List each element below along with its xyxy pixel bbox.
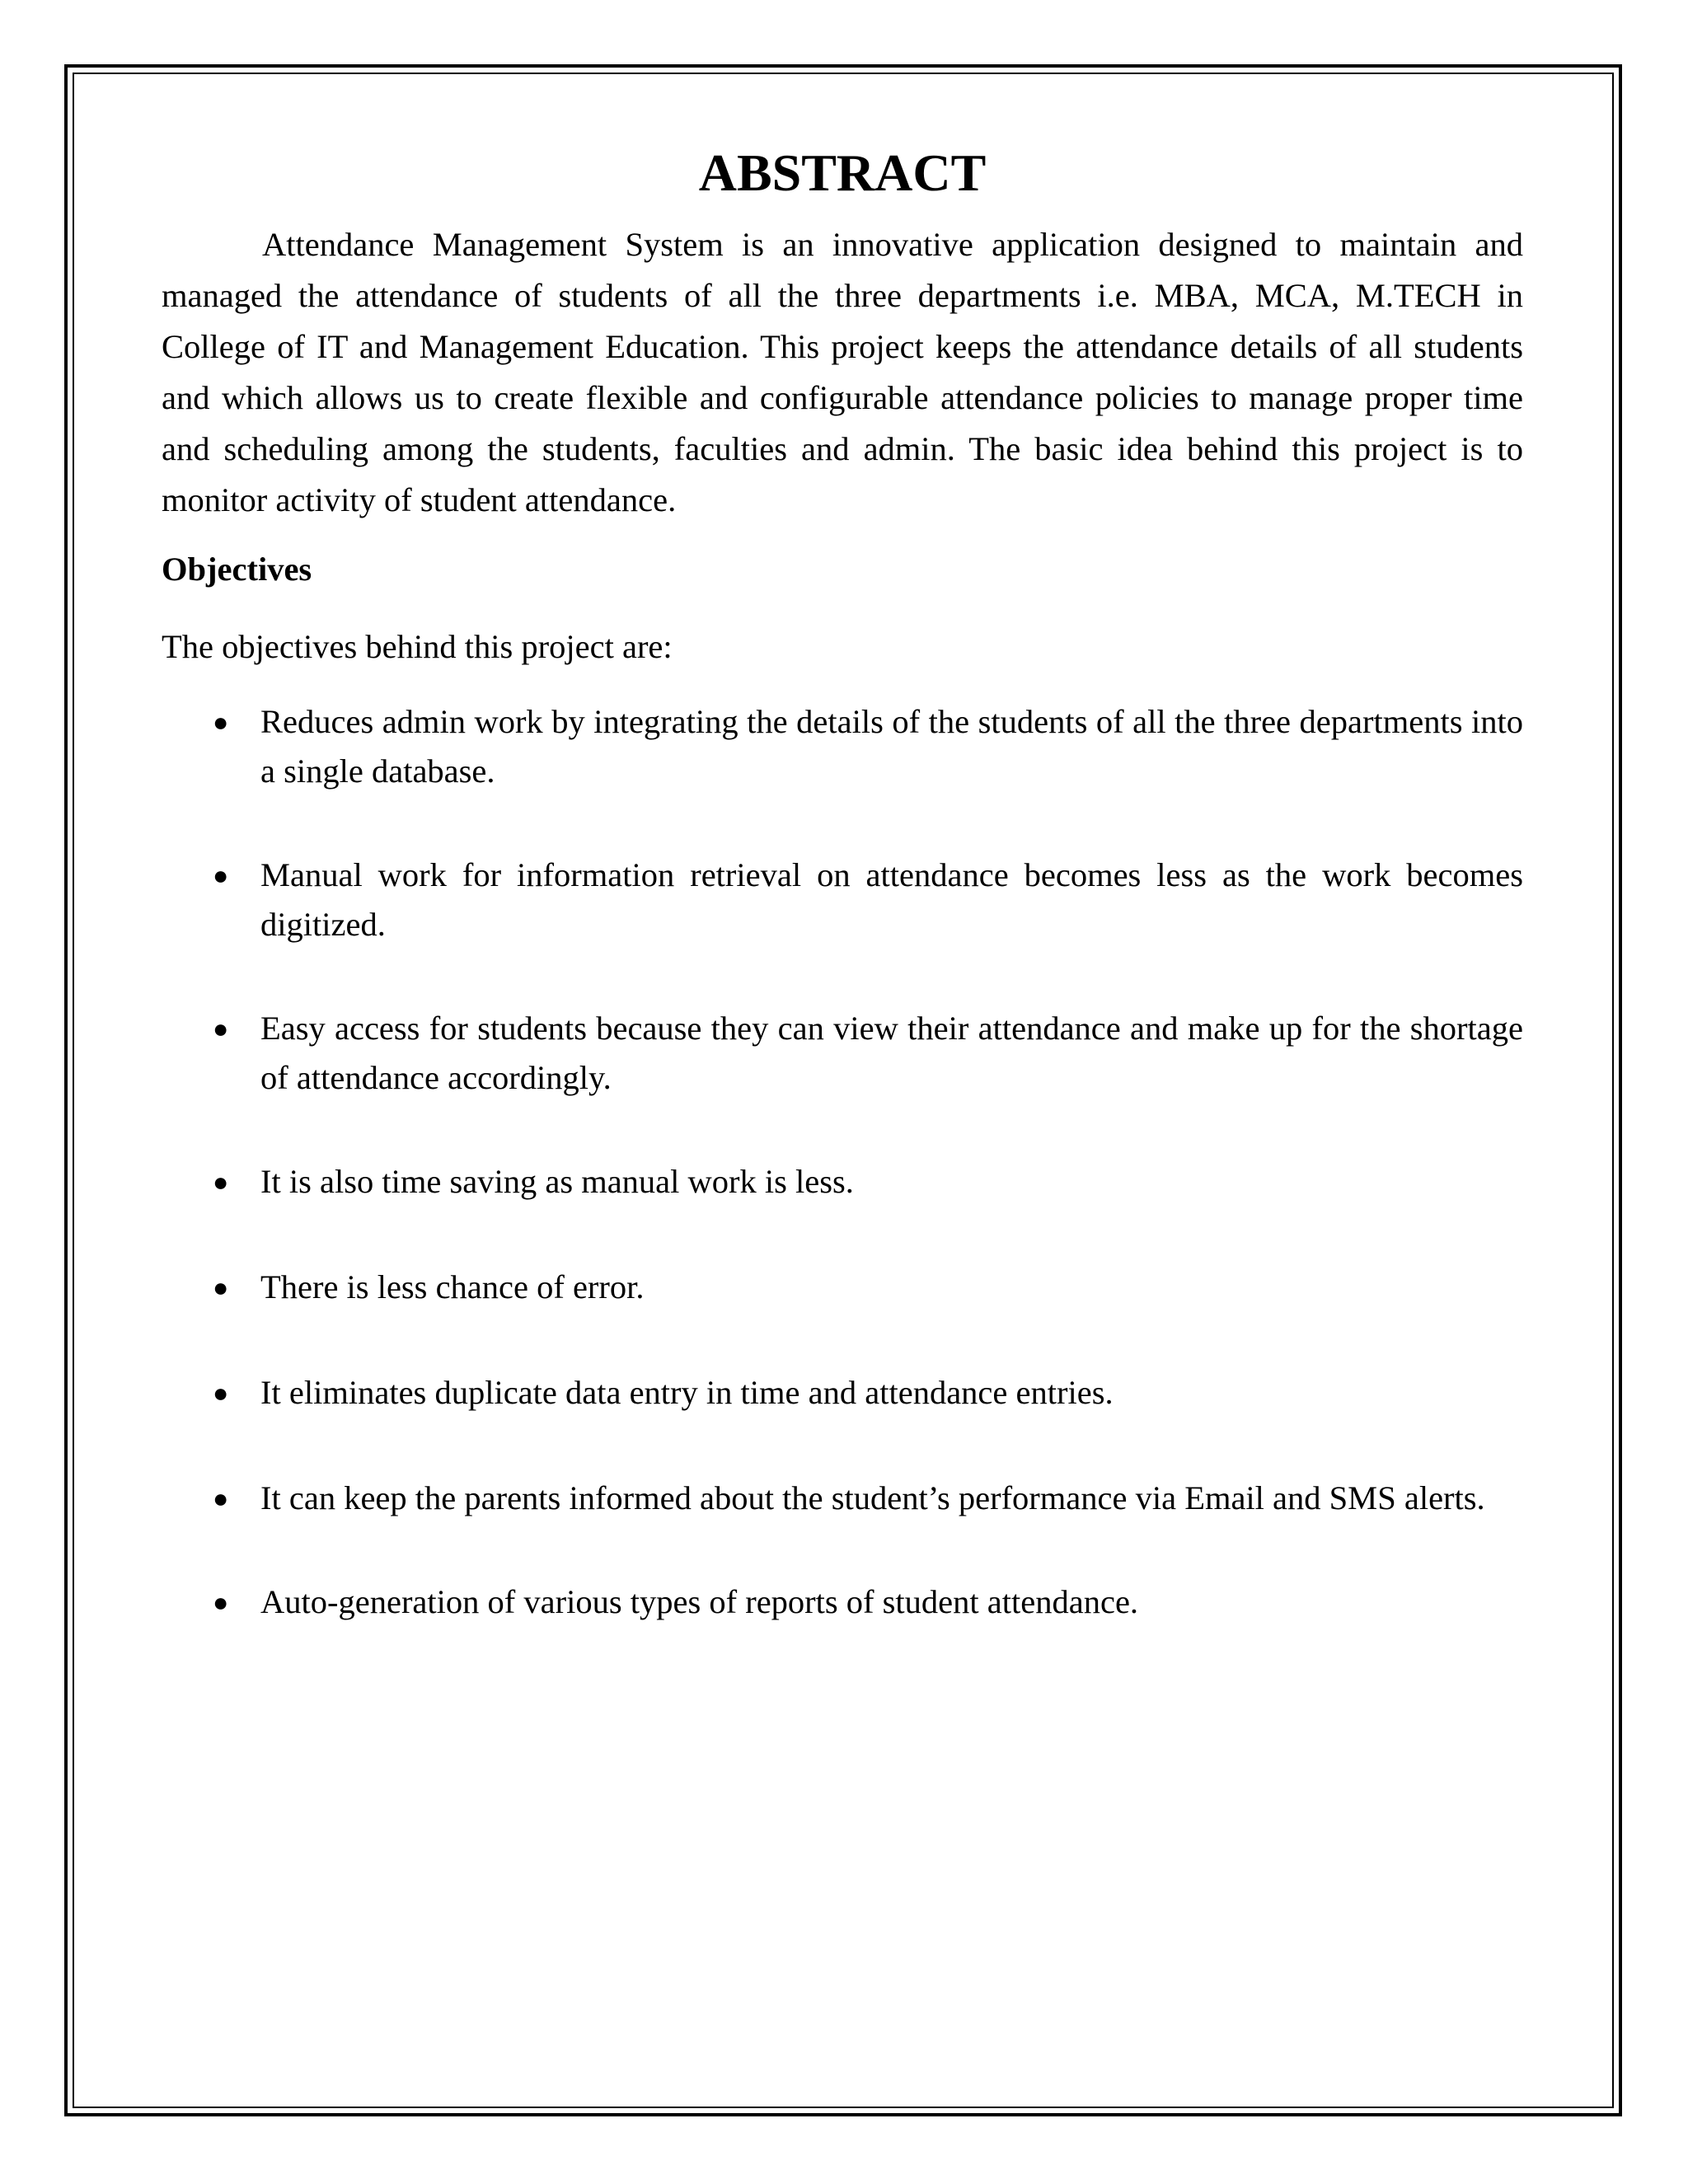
list-item-text: Manual work for information retrieval on attendance becomes less as the work becomes digitized. <box>260 856 1523 943</box>
list-item-text: Reduces admin work by integrating the details of the students of all the three departments into a single database. <box>260 703 1523 790</box>
list-item-text: It eliminates duplicate data entry in time and attendance entries. <box>260 1374 1114 1411</box>
list-item <box>162 851 1523 949</box>
bullet-dot-icon: ● <box>213 707 229 737</box>
list-item <box>162 1157 1523 1207</box>
list-item-text: It can keep the parents informed about the student’s performance via Email and SMS alerts. <box>260 1479 1485 1516</box>
bullet-dot-icon: ● <box>213 1378 229 1408</box>
list-item <box>162 1263 1523 1312</box>
bullet-dot-icon: ● <box>213 1272 229 1302</box>
list-item-text: Auto-generation of various types of reports of student attendance. <box>260 1583 1139 1620</box>
bullet-dot-icon: ● <box>213 1014 229 1043</box>
objectives-list <box>162 697 1523 1627</box>
objectives-heading: Objectives <box>162 551 312 588</box>
bullet-dot-icon: ● <box>213 860 229 890</box>
document-content <box>162 140 1523 1683</box>
abstract-paragraph: Attendance Management System is an innovative application designed to maintain and managed the attendance of students of all the three departments i.e. MBA, MCA, M.TECH in College of IT and Management Education. This project keeps the attendance details of all students and which allows us to create flexible and configurable attendance policies to manage proper time and scheduling among the students, faculties and admin. The basic idea behind this project is to monitor activity of student attendance. <box>162 226 1523 518</box>
list-item <box>162 1474 1523 1523</box>
objectives-intro: The objectives behind this project are: <box>162 628 673 665</box>
list-item <box>162 1577 1523 1627</box>
bullet-dot-icon: ● <box>213 1587 229 1617</box>
list-item <box>162 697 1523 796</box>
bullet-dot-icon: ● <box>213 1483 229 1513</box>
list-item-text: Easy access for students because they can view their attendance and make up for the shortage of attendance accordingly. <box>260 1010 1523 1096</box>
bullet-dot-icon: ● <box>213 1167 229 1197</box>
list-item <box>162 1004 1523 1103</box>
list-item <box>162 1368 1523 1418</box>
list-item-text: There is less chance of error. <box>260 1268 645 1305</box>
list-item-text: It is also time saving as manual work is less. <box>260 1163 854 1200</box>
page-title: ABSTRACT <box>698 143 987 202</box>
